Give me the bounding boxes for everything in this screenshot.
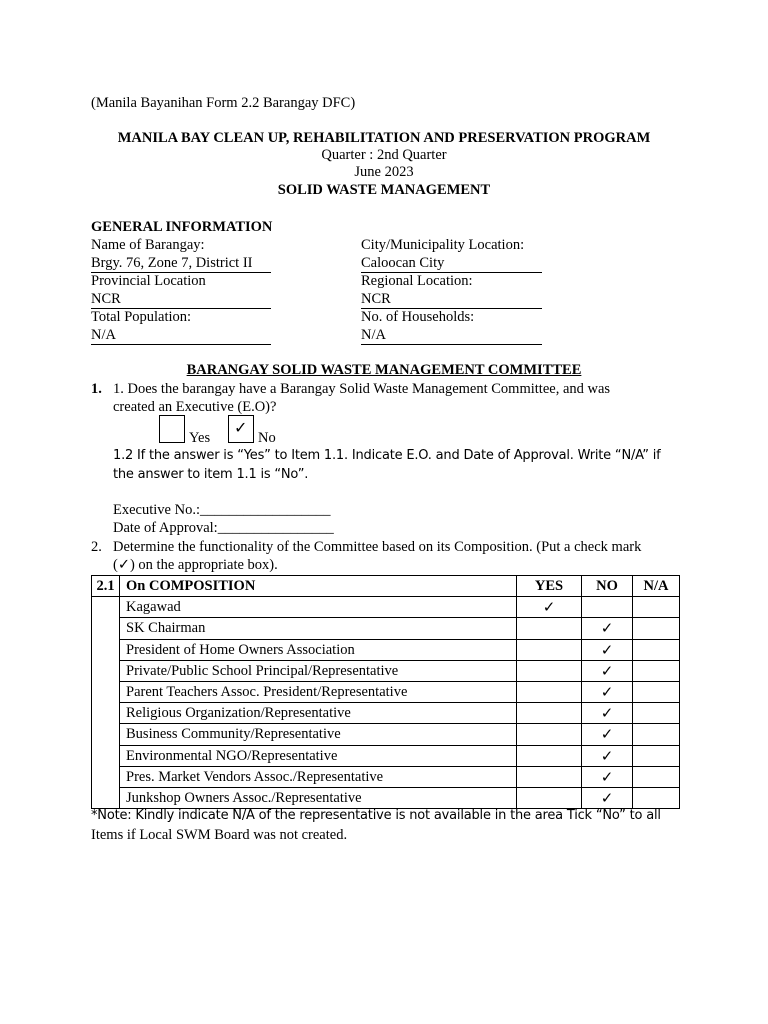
- no-label: No: [258, 430, 276, 446]
- q1-text-line2: created an Executive (E.O)?: [113, 399, 277, 415]
- composition-table: [91, 575, 680, 809]
- q1-number: 1.: [91, 381, 102, 397]
- row-label: SK Chairman: [120, 618, 517, 639]
- table-row: [92, 660, 680, 681]
- yes-cell[interactable]: [517, 681, 582, 702]
- regional-value: NCR: [361, 290, 542, 309]
- na-cell[interactable]: [633, 660, 680, 681]
- general-info-heading: GENERAL INFORMATION: [91, 219, 273, 235]
- q2-text-line1: Determine the functionality of the Committee based on its Composition. (Put a check mark: [113, 539, 642, 555]
- city-label: City/Municipality Location:: [361, 237, 525, 253]
- table-row: [92, 724, 680, 745]
- note-line1: *Note: Kindly indicate N/A of the representative is not available in the area Tick “No” to all: [91, 808, 661, 823]
- yes-cell[interactable]: [517, 639, 582, 660]
- yes-cell[interactable]: [517, 724, 582, 745]
- households-label: No. of Households:: [361, 309, 475, 325]
- date-of-approval-field[interactable]: Date of Approval:________________: [113, 520, 334, 536]
- table-row: [92, 745, 680, 766]
- committee-heading: BARANGAY SOLID WASTE MANAGEMENT COMMITTEE: [186, 362, 582, 378]
- na-cell[interactable]: [633, 639, 680, 660]
- table-header-row: [92, 576, 680, 597]
- check-mark-icon: ✓: [234, 418, 248, 437]
- date-line: June 2023: [354, 164, 414, 180]
- section-title: SOLID WASTE MANAGEMENT: [277, 182, 491, 198]
- na-column-header: N/A: [633, 576, 680, 597]
- na-cell[interactable]: [633, 618, 680, 639]
- q12-text-line1: 1.2 If the answer is “Yes” to Item 1.1. Indicate E.O. and Date of Approval. Write “N/A” if: [113, 448, 661, 463]
- yes-cell[interactable]: [517, 703, 582, 724]
- row-label: Business Community/Representative: [120, 724, 517, 745]
- na-cell[interactable]: [633, 703, 680, 724]
- no-cell[interactable]: ✓: [582, 787, 633, 808]
- no-cell[interactable]: ✓: [582, 639, 633, 660]
- row-label: Junkshop Owners Assoc./Representative: [120, 787, 517, 808]
- row-label: Private/Public School Principal/Representative: [120, 660, 517, 681]
- no-cell[interactable]: ✓: [582, 745, 633, 766]
- table-row: [92, 703, 680, 724]
- table-row: [92, 766, 680, 787]
- no-cell[interactable]: [582, 597, 633, 618]
- population-label: Total Population:: [91, 309, 192, 325]
- barangay-value: Brgy. 76, Zone 7, District II: [91, 254, 271, 273]
- yes-label: Yes: [189, 430, 211, 446]
- row-label: Kagawad: [120, 597, 517, 618]
- yes-cell[interactable]: [517, 660, 582, 681]
- executive-no-field[interactable]: Executive No.:__________________: [113, 502, 331, 518]
- quarter-line: Quarter : 2nd Quarter: [321, 147, 447, 163]
- na-cell[interactable]: [633, 787, 680, 808]
- na-cell[interactable]: [633, 766, 680, 787]
- table-row: [92, 597, 680, 618]
- regional-label: Regional Location:: [361, 273, 473, 289]
- q2-text-line2: (✓) on the appropriate box).: [113, 557, 278, 573]
- note-line2: Items if Local SWM Board was not created.: [91, 827, 348, 843]
- no-cell[interactable]: ✓: [582, 703, 633, 724]
- yes-cell[interactable]: [517, 745, 582, 766]
- no-cell[interactable]: ✓: [582, 724, 633, 745]
- yes-checkbox[interactable]: [159, 415, 185, 443]
- yes-cell[interactable]: [517, 618, 582, 639]
- na-cell[interactable]: [633, 597, 680, 618]
- na-cell[interactable]: [633, 724, 680, 745]
- yes-cell[interactable]: [517, 787, 582, 808]
- na-cell[interactable]: [633, 745, 680, 766]
- yes-cell[interactable]: [517, 766, 582, 787]
- composition-header: On COMPOSITION: [120, 576, 517, 597]
- table-row: [92, 639, 680, 660]
- table-number-header: 2.1: [92, 576, 120, 597]
- row-label: President of Home Owners Association: [120, 639, 517, 660]
- no-cell[interactable]: ✓: [582, 766, 633, 787]
- row-label: Religious Organization/Representative: [120, 703, 517, 724]
- city-value: Caloocan City: [361, 254, 542, 273]
- table-row: [92, 787, 680, 808]
- q1-text-line1: 1. Does the barangay have a Barangay Solid Waste Management Committee, and was: [113, 381, 611, 397]
- na-cell[interactable]: [633, 681, 680, 702]
- program-title: MANILA BAY CLEAN UP, REHABILITATION AND PRESERVATION PROGRAM: [117, 130, 651, 146]
- no-column-header: NO: [582, 576, 633, 597]
- row-label: Parent Teachers Assoc. President/Representative: [120, 681, 517, 702]
- no-cell[interactable]: ✓: [582, 681, 633, 702]
- no-cell[interactable]: ✓: [582, 618, 633, 639]
- no-cell[interactable]: ✓: [582, 660, 633, 681]
- provincial-value: NCR: [91, 290, 271, 309]
- population-value: N/A: [91, 326, 271, 345]
- households-value: N/A: [361, 326, 542, 345]
- provincial-label: Provincial Location: [91, 273, 206, 289]
- row-label: Environmental NGO/Representative: [120, 745, 517, 766]
- form-reference: (Manila Bayanihan Form 2.2 Barangay DFC): [91, 95, 356, 111]
- barangay-label: Name of Barangay:: [91, 237, 205, 253]
- row-label: Pres. Market Vendors Assoc./Representative: [120, 766, 517, 787]
- table-row: [92, 618, 680, 639]
- q12-text-line2: the answer to item 1.1 is “No”.: [113, 467, 309, 482]
- yes-cell[interactable]: ✓: [517, 597, 582, 618]
- yes-column-header: YES: [517, 576, 582, 597]
- q2-number: 2.: [91, 539, 102, 555]
- table-row: [92, 681, 680, 702]
